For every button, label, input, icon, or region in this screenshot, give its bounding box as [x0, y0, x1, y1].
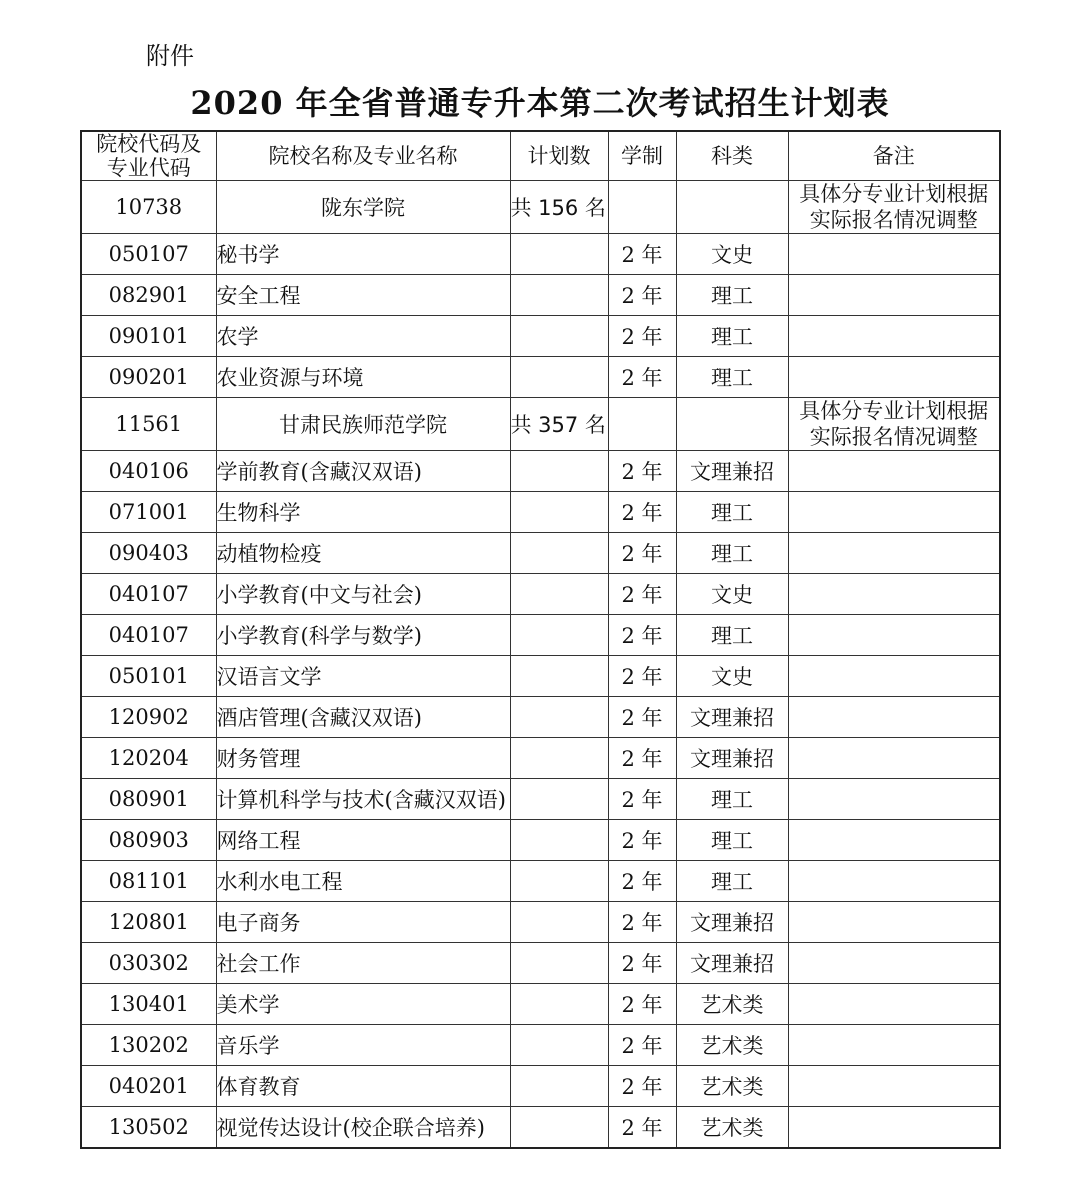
- major-years: 2 年: [608, 738, 676, 779]
- major-note: [788, 357, 1000, 398]
- major-row: [81, 574, 1000, 615]
- major-code: 080903: [81, 820, 216, 861]
- enrollment-plan-table: [80, 130, 1001, 1149]
- major-plan-count: [510, 533, 608, 574]
- major-years: 2 年: [608, 492, 676, 533]
- major-years: 2 年: [608, 234, 676, 275]
- major-name: 酒店管理(含藏汉双语): [216, 697, 510, 738]
- major-row: [81, 275, 1000, 316]
- major-name: 水利水电工程: [216, 861, 510, 902]
- school-note: [788, 398, 1000, 451]
- major-plan-count: [510, 275, 608, 316]
- major-years: 2 年: [608, 275, 676, 316]
- major-code: 130502: [81, 1107, 216, 1148]
- major-code: 080901: [81, 779, 216, 820]
- major-row: [81, 1107, 1000, 1148]
- major-plan-count: [510, 316, 608, 357]
- major-plan-count: [510, 1066, 608, 1107]
- major-category: 文理兼招: [676, 738, 788, 779]
- major-category: 理工: [676, 861, 788, 902]
- major-name: 财务管理: [216, 738, 510, 779]
- major-category: 文史: [676, 656, 788, 697]
- major-note: [788, 1025, 1000, 1066]
- major-note: [788, 492, 1000, 533]
- school-code: 10738: [81, 181, 216, 234]
- major-row: [81, 357, 1000, 398]
- header-note: 备注: [788, 131, 1000, 181]
- major-category: 艺术类: [676, 1025, 788, 1066]
- major-years: 2 年: [608, 656, 676, 697]
- major-category: 理工: [676, 357, 788, 398]
- table-body: [81, 181, 1000, 1148]
- major-row: [81, 316, 1000, 357]
- major-category: 理工: [676, 275, 788, 316]
- school-note-line1: 具体分专业计划根据: [799, 182, 989, 206]
- major-code: 090201: [81, 357, 216, 398]
- school-note-line1: 具体分专业计划根据: [799, 399, 989, 423]
- major-note: [788, 820, 1000, 861]
- major-note: [788, 1066, 1000, 1107]
- major-plan-count: [510, 697, 608, 738]
- major-plan-count: [510, 492, 608, 533]
- major-plan-count: [510, 574, 608, 615]
- major-plan-count: [510, 615, 608, 656]
- major-row: [81, 533, 1000, 574]
- major-plan-count: [510, 902, 608, 943]
- school-name: 陇东学院: [216, 181, 510, 234]
- major-note: [788, 451, 1000, 492]
- major-code: 120204: [81, 738, 216, 779]
- school-category: [676, 398, 788, 451]
- major-plan-count: [510, 779, 608, 820]
- school-plan-count: 共 357 名: [510, 398, 608, 451]
- major-code: 040107: [81, 574, 216, 615]
- major-row: [81, 943, 1000, 984]
- major-name: 汉语言文学: [216, 656, 510, 697]
- major-code: 071001: [81, 492, 216, 533]
- major-name: 网络工程: [216, 820, 510, 861]
- major-category: 艺术类: [676, 984, 788, 1025]
- school-note-line2: 实际报名情况调整: [809, 425, 978, 449]
- major-code: 040106: [81, 451, 216, 492]
- major-category: 文理兼招: [676, 697, 788, 738]
- major-years: 2 年: [608, 820, 676, 861]
- major-category: 理工: [676, 316, 788, 357]
- major-plan-count: [510, 451, 608, 492]
- major-note: [788, 234, 1000, 275]
- major-note: [788, 533, 1000, 574]
- school-years: [608, 181, 676, 234]
- major-row: [81, 738, 1000, 779]
- major-years: 2 年: [608, 861, 676, 902]
- major-name: 动植物检疫: [216, 533, 510, 574]
- major-row: [81, 234, 1000, 275]
- major-note: [788, 574, 1000, 615]
- major-name: 秘书学: [216, 234, 510, 275]
- major-name: 视觉传达设计(校企联合培养): [216, 1107, 510, 1148]
- major-category: 理工: [676, 615, 788, 656]
- major-plan-count: [510, 738, 608, 779]
- major-years: 2 年: [608, 943, 676, 984]
- major-years: 2 年: [608, 1107, 676, 1148]
- major-years: 2 年: [608, 357, 676, 398]
- major-code: 040201: [81, 1066, 216, 1107]
- major-note: [788, 697, 1000, 738]
- major-plan-count: [510, 943, 608, 984]
- major-years: 2 年: [608, 574, 676, 615]
- school-row: [81, 181, 1000, 234]
- major-note: [788, 656, 1000, 697]
- major-row: [81, 1066, 1000, 1107]
- major-name: 学前教育(含藏汉双语): [216, 451, 510, 492]
- major-row: [81, 451, 1000, 492]
- major-row: [81, 779, 1000, 820]
- school-name: 甘肃民族师范学院: [216, 398, 510, 451]
- major-plan-count: [510, 861, 608, 902]
- header-code-line1: 院校代码及: [96, 132, 202, 156]
- major-years: 2 年: [608, 984, 676, 1025]
- major-row: [81, 615, 1000, 656]
- major-code: 040107: [81, 615, 216, 656]
- header-name: 院校名称及专业名称: [216, 131, 510, 181]
- major-code: 050107: [81, 234, 216, 275]
- major-years: 2 年: [608, 902, 676, 943]
- major-name: 电子商务: [216, 902, 510, 943]
- major-name: 社会工作: [216, 943, 510, 984]
- major-name: 农业资源与环境: [216, 357, 510, 398]
- school-note: [788, 181, 1000, 234]
- major-plan-count: [510, 656, 608, 697]
- major-row: [81, 820, 1000, 861]
- major-name: 农学: [216, 316, 510, 357]
- major-years: 2 年: [608, 1066, 676, 1107]
- major-category: 文史: [676, 234, 788, 275]
- major-plan-count: [510, 234, 608, 275]
- major-name: 体育教育: [216, 1066, 510, 1107]
- major-code: 050101: [81, 656, 216, 697]
- major-plan-count: [510, 1107, 608, 1148]
- major-code: 130202: [81, 1025, 216, 1066]
- major-years: 2 年: [608, 697, 676, 738]
- major-category: 理工: [676, 779, 788, 820]
- attachment-label: 附件: [146, 42, 194, 70]
- major-category: 艺术类: [676, 1066, 788, 1107]
- major-name: 小学教育(中文与社会): [216, 574, 510, 615]
- major-note: [788, 984, 1000, 1025]
- major-plan-count: [510, 357, 608, 398]
- major-category: 文理兼招: [676, 943, 788, 984]
- major-note: [788, 779, 1000, 820]
- school-code: 11561: [81, 398, 216, 451]
- school-plan-count: 共 156 名: [510, 181, 608, 234]
- major-name: 音乐学: [216, 1025, 510, 1066]
- major-name: 小学教育(科学与数学): [216, 615, 510, 656]
- major-years: 2 年: [608, 779, 676, 820]
- major-code: 120801: [81, 902, 216, 943]
- major-years: 2 年: [608, 1025, 676, 1066]
- header-code: [81, 131, 216, 181]
- header-plan: 计划数: [510, 131, 608, 181]
- major-plan-count: [510, 984, 608, 1025]
- major-note: [788, 943, 1000, 984]
- major-code: 090101: [81, 316, 216, 357]
- header-category: 科类: [676, 131, 788, 181]
- major-row: [81, 697, 1000, 738]
- major-category: 文史: [676, 574, 788, 615]
- major-plan-count: [510, 820, 608, 861]
- major-row: [81, 984, 1000, 1025]
- major-row: [81, 1025, 1000, 1066]
- header-code-line2: 专业代码: [106, 156, 191, 180]
- major-code: 090403: [81, 533, 216, 574]
- major-category: 理工: [676, 820, 788, 861]
- major-note: [788, 902, 1000, 943]
- major-note: [788, 615, 1000, 656]
- major-note: [788, 738, 1000, 779]
- page-title: 2020 年全省普通专升本第二次考试招生计划表: [190, 84, 890, 122]
- major-note: [788, 861, 1000, 902]
- major-note: [788, 316, 1000, 357]
- major-code: 120902: [81, 697, 216, 738]
- major-years: 2 年: [608, 316, 676, 357]
- major-category: 文理兼招: [676, 451, 788, 492]
- major-name: 美术学: [216, 984, 510, 1025]
- header-years: 学制: [608, 131, 676, 181]
- school-years: [608, 398, 676, 451]
- major-row: [81, 656, 1000, 697]
- major-years: 2 年: [608, 533, 676, 574]
- major-years: 2 年: [608, 451, 676, 492]
- major-note: [788, 1107, 1000, 1148]
- major-name: 生物科学: [216, 492, 510, 533]
- major-code: 081101: [81, 861, 216, 902]
- school-row: [81, 398, 1000, 451]
- major-plan-count: [510, 1025, 608, 1066]
- major-code: 130401: [81, 984, 216, 1025]
- major-code: 082901: [81, 275, 216, 316]
- major-category: 理工: [676, 533, 788, 574]
- school-note-line2: 实际报名情况调整: [809, 208, 978, 232]
- major-category: 理工: [676, 492, 788, 533]
- major-name: 安全工程: [216, 275, 510, 316]
- major-category: 文理兼招: [676, 902, 788, 943]
- major-name: 计算机科学与技术(含藏汉双语): [216, 779, 510, 820]
- major-note: [788, 275, 1000, 316]
- school-category: [676, 181, 788, 234]
- major-category: 艺术类: [676, 1107, 788, 1148]
- major-row: [81, 492, 1000, 533]
- major-row: [81, 861, 1000, 902]
- major-row: [81, 902, 1000, 943]
- major-code: 030302: [81, 943, 216, 984]
- major-years: 2 年: [608, 615, 676, 656]
- table-header-row: [81, 131, 1000, 181]
